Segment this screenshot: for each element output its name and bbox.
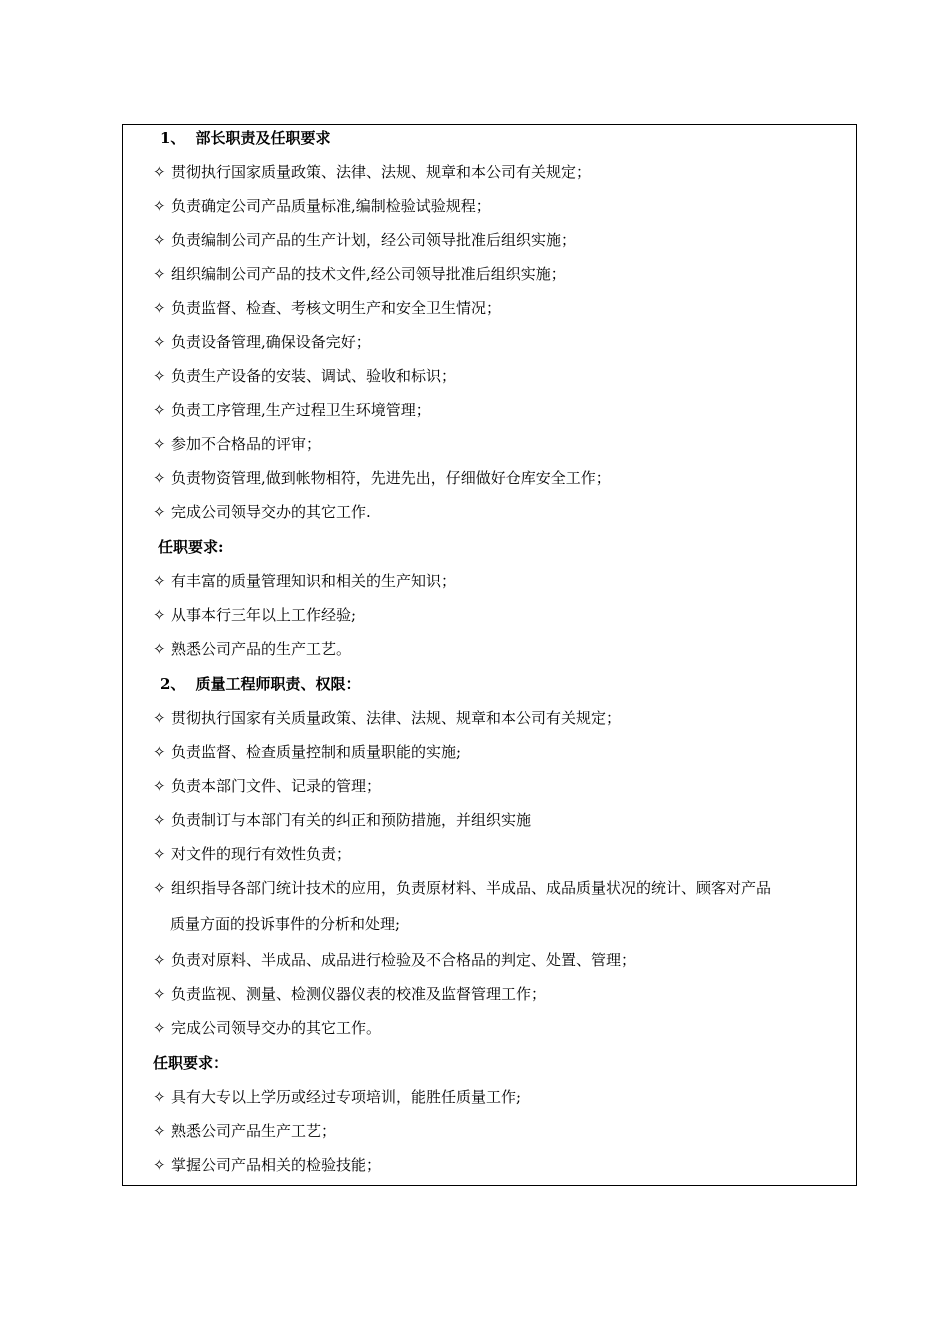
diamond-bullet-icon: ✧ <box>153 845 166 863</box>
list-item <box>153 162 591 182</box>
section2-number: 2、 <box>160 675 186 693</box>
list-item <box>153 776 381 796</box>
duty-text: 负责监视、测量、检测仪器仪表的校准及监督管理工作； <box>171 985 547 1003</box>
list-item <box>153 1018 381 1038</box>
duty-text: 负责确定公司产品质量标准,编制检验试验规程； <box>171 197 491 215</box>
duty-text: 负责生产设备的安装、调试、验收和标识； <box>171 367 457 385</box>
diamond-bullet-icon: ✧ <box>153 951 166 969</box>
duty-text: 组织指导各部门统计技术的应用，负责原材料、半成品、成品质量状况的统计、顾客对产品 <box>171 879 772 897</box>
list-item <box>153 366 456 386</box>
section1-requirements-heading: 任职要求: <box>158 538 224 556</box>
list-item <box>153 639 351 659</box>
list-item <box>153 984 546 1004</box>
section1-number: 1、 <box>160 129 186 147</box>
duty-text: 贯彻执行国家有关质量政策、法律、法规、规章和本公司有关规定； <box>171 709 622 727</box>
diamond-bullet-icon: ✧ <box>153 401 166 419</box>
list-item <box>153 950 636 970</box>
requirement-text: 掌握公司产品相关的检验技能； <box>171 1156 382 1174</box>
list-item <box>153 571 456 591</box>
duty-text: 负责监督、检查、考核文明生产和安全卫生情况； <box>171 299 502 317</box>
duty-text: 组织编制公司产品的技术文件,经公司领导批准后组织实施； <box>171 265 566 283</box>
diamond-bullet-icon: ✧ <box>153 333 166 351</box>
diamond-bullet-icon: ✧ <box>153 743 166 761</box>
list-item <box>153 298 501 318</box>
diamond-bullet-icon: ✧ <box>153 1122 166 1140</box>
list-item <box>153 844 351 864</box>
diamond-bullet-icon: ✧ <box>153 606 166 624</box>
diamond-bullet-icon: ✧ <box>153 640 166 658</box>
duty-text: 负责工序管理,生产过程卫生环境管理； <box>171 401 431 419</box>
list-item <box>153 810 531 830</box>
requirement-text: 熟悉公司产品的生产工艺。 <box>171 640 352 658</box>
list-item <box>153 605 356 625</box>
duty-text: 负责制订与本部门有关的纠正和预防措施，并组织实施 <box>171 811 532 829</box>
list-item <box>153 1087 521 1107</box>
list-item <box>153 332 371 352</box>
section2-title: 质量工程师职责、权限： <box>195 675 361 693</box>
duty-text: 负责监督、检查质量控制和质量职能的实施; <box>171 743 462 761</box>
duty-text: 负责本部门文件、记录的管理； <box>171 777 382 795</box>
list-item <box>153 468 611 488</box>
list-item <box>153 196 491 216</box>
duty-text: 参加不合格品的评审； <box>171 435 322 453</box>
diamond-bullet-icon: ✧ <box>153 503 166 521</box>
duty-text: 负责对原料、半成品、成品进行检验及不合格品的判定、处置、管理； <box>171 951 637 969</box>
list-item <box>153 502 371 522</box>
list-item <box>153 878 771 898</box>
duty-text: 负责物资管理,做到帐物相符，先进先出，仔细做好仓库安全工作； <box>171 469 611 487</box>
diamond-bullet-icon: ✧ <box>153 1088 166 1106</box>
list-item <box>153 742 461 762</box>
duty-text: 负责设备管理,确保设备完好； <box>171 333 371 351</box>
section1-title: 部长职责及任职要求 <box>195 129 331 147</box>
diamond-bullet-icon: ✧ <box>153 163 166 181</box>
section1-heading <box>160 128 330 148</box>
diamond-bullet-icon: ✧ <box>153 435 166 453</box>
duty-continuation: 质量方面的投诉事件的分析和处理; <box>170 915 401 933</box>
requirement-text: 从事本行三年以上工作经验; <box>171 606 357 624</box>
requirement-text: 具有大专以上学历或经过专项培训，能胜任质量工作; <box>171 1088 522 1106</box>
list-item <box>153 708 621 728</box>
diamond-bullet-icon: ✧ <box>153 469 166 487</box>
diamond-bullet-icon: ✧ <box>153 985 166 1003</box>
duty-text: 完成公司领导交办的其它工作。 <box>171 1019 382 1037</box>
diamond-bullet-icon: ✧ <box>153 231 166 249</box>
requirement-text: 有丰富的质量管理知识和相关的生产知识； <box>171 572 457 590</box>
section2-requirements-heading: 任职要求： <box>153 1054 229 1072</box>
diamond-bullet-icon: ✧ <box>153 811 166 829</box>
diamond-bullet-icon: ✧ <box>153 1019 166 1037</box>
diamond-bullet-icon: ✧ <box>153 1156 166 1174</box>
diamond-bullet-icon: ✧ <box>153 777 166 795</box>
list-item <box>153 230 576 250</box>
duty-text: 对文件的现行有效性负责； <box>171 845 352 863</box>
section2-heading <box>160 674 360 694</box>
list-item <box>153 1121 336 1141</box>
duty-text: 完成公司领导交办的其它工作. <box>171 503 371 521</box>
duty-text: 贯彻执行国家质量政策、法律、法规、规章和本公司有关规定； <box>171 163 592 181</box>
diamond-bullet-icon: ✧ <box>153 709 166 727</box>
diamond-bullet-icon: ✧ <box>153 197 166 215</box>
diamond-bullet-icon: ✧ <box>153 367 166 385</box>
list-item <box>153 434 321 454</box>
diamond-bullet-icon: ✧ <box>153 265 166 283</box>
diamond-bullet-icon: ✧ <box>153 879 166 897</box>
list-item <box>153 1155 381 1175</box>
duty-text: 负责编制公司产品的生产计划，经公司领导批准后组织实施； <box>171 231 577 249</box>
list-item <box>153 264 566 284</box>
requirement-text: 熟悉公司产品生产工艺； <box>171 1122 337 1140</box>
list-item <box>153 400 431 420</box>
diamond-bullet-icon: ✧ <box>153 299 166 317</box>
diamond-bullet-icon: ✧ <box>153 572 166 590</box>
